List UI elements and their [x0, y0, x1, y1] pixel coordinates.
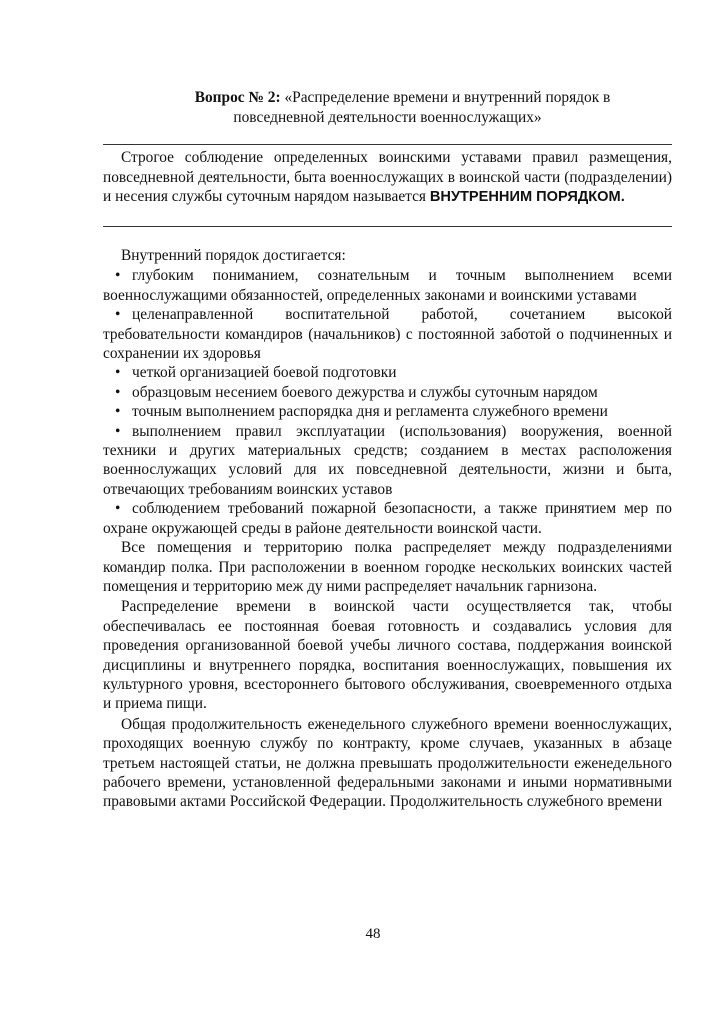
bullet-text: глубоким пониманием, сознательным и точным выполнением всеми военнослужащими обязанностей, определенных законами и воинскими уставами: [103, 267, 672, 304]
bullet-text: выполнением правил эксплуатации (использования) вооружения, военной техники и других материальных средств; созданием в местах расположения военнослужащих условий для их повседневной деятельности, жизни и быта, отвечающих требованиям воинских уставов: [103, 422, 672, 498]
question-label: Вопрос № 2:: [194, 89, 281, 106]
bullet-item: [103, 422, 672, 500]
bullet-item: [103, 305, 672, 363]
heading-line-1: [103, 88, 672, 108]
definition-bottom-rule: [103, 226, 672, 227]
question-title-line-2: повседневной деятельности военнослужащих»: [233, 109, 542, 126]
bullet-text: образцовым несением боевого дежурства и службы суточным нарядом: [132, 383, 598, 401]
bullet-icon: •: [115, 267, 121, 285]
bullet-icon: •: [115, 500, 121, 518]
bullet-text: четкой организацией боевой подготовки: [132, 364, 397, 382]
paragraph-service-duration: Общая продолжительность еженедельного служебного времени военнослужащих, проходящих военную службу по контракту, кроме случаев, указанных в абзаце третьем настоящей статьи, не должна превышать продолжительности еженедельного рабочего времени, установленной федеральными законами и иными нормативными правовыми актами Российской Федерации. Продолжительность служебного времени: [103, 715, 672, 811]
bullet-icon: •: [115, 403, 121, 421]
question-heading: [103, 88, 672, 128]
definition-block: [103, 148, 672, 208]
paragraph-time-distribution: Распределение времени в воинской части осуществляется так, чтобы обеспечивалась ее постоянная боевая готовность и создавались условия для проведения организованной боевой учебы личного состава, поддержания воинской дисциплины и внутреннего порядка, воспитания военнослужащих, повышения их культурного уровня, всестороннего бытового обслуживания, своевременного отдыха и приема пищи.: [103, 598, 672, 713]
bullet-item: [103, 383, 672, 402]
definition-top-rule: [103, 144, 672, 145]
bullet-item: [103, 499, 672, 538]
bullet-icon: •: [115, 383, 121, 401]
bullet-icon: •: [115, 422, 121, 440]
definition-text: Строгое соблюдение определенных воинскими уставами правил размещения, повседневной деятельности, быта военнослужащих в воинской части (подразделении) и несения службы суточным нарядом называется: [103, 149, 672, 206]
bullet-item: [103, 266, 672, 305]
bullet-text: соблюдением требований пожарной безопасности, а также принятием мер по охране окружающей среды в районе деятельности воинской части.: [103, 500, 672, 537]
bullet-icon: •: [115, 364, 121, 382]
body-text: [103, 246, 672, 813]
bullet-item: [103, 402, 672, 421]
definition-term: ВНУТРЕННИМ ПОРЯДКОМ.: [429, 189, 625, 206]
bullet-text: точным выполнением распорядка дня и регламента служебного времени: [132, 403, 608, 421]
bullet-icon: •: [115, 306, 121, 324]
question-title-line-1: «Распределение времени и внутренний порядок в: [284, 89, 611, 106]
paragraph-premises: Все помещения и территорию полка распределяет между подразделениями командир полка. При расположении в военном городке нескольких воинских частей помещения и территорию меж ду ними распределяет начальник гарнизона.: [103, 539, 672, 595]
page-number: 48: [365, 926, 381, 942]
intro-paragraph: Внутренний порядок достигается:: [121, 247, 346, 264]
bullet-text: целенаправленной воспитательной работой, сочетанием высокой требовательности командиров (начальников) с постоянной заботой о подчиненных и сохранении их здоровья: [103, 306, 672, 363]
bullet-item: [103, 363, 672, 382]
